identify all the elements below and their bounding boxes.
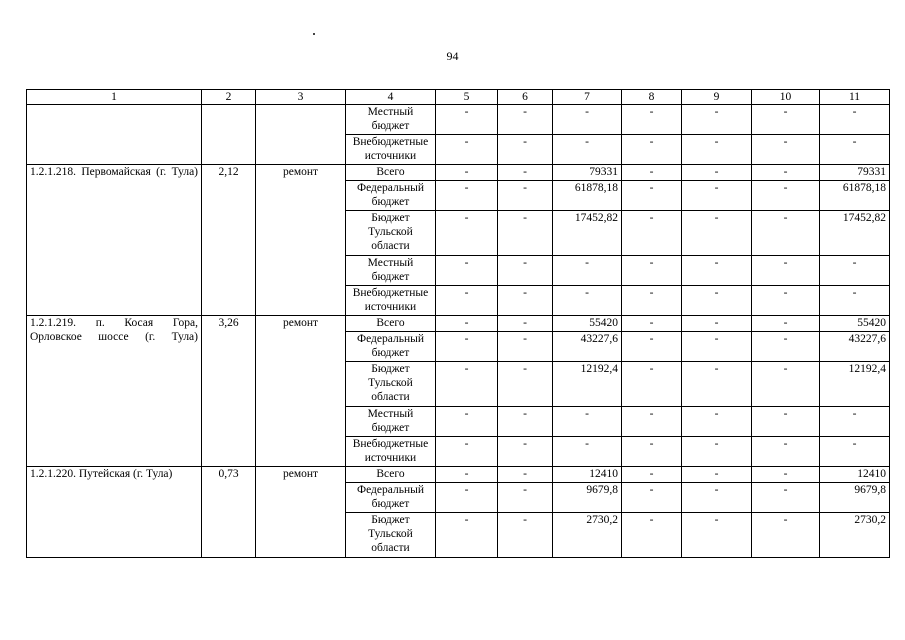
funding-source: Бюджет Тульской области — [346, 211, 436, 256]
dash-cell: - — [752, 256, 820, 286]
dash-cell: - — [752, 316, 820, 332]
object-length: 3,26 — [202, 316, 256, 467]
dash-cell: - — [752, 181, 820, 211]
dash-cell: - — [622, 286, 682, 316]
dash-cell: - — [436, 316, 498, 332]
work-type: ремонт — [256, 467, 346, 558]
column-header: 11 — [820, 90, 890, 105]
dash-cell: - — [553, 135, 622, 165]
dash-cell: - — [553, 437, 622, 467]
funding-source: Всего — [346, 165, 436, 181]
dash-cell: - — [436, 181, 498, 211]
amount-cell: 79331 — [820, 165, 890, 181]
dash-cell: - — [820, 286, 890, 316]
page-number: 94 — [446, 49, 459, 63]
dash-cell: - — [436, 211, 498, 256]
dash-cell: - — [436, 437, 498, 467]
dash-cell: - — [498, 256, 553, 286]
funding-source: Местный бюджет — [346, 105, 436, 135]
dash-cell: - — [498, 332, 553, 362]
dash-cell: - — [436, 362, 498, 407]
dash-cell: - — [436, 256, 498, 286]
dash-cell: - — [752, 513, 820, 558]
dash-cell: - — [682, 135, 752, 165]
funding-source: Бюджет Тульской области — [346, 362, 436, 407]
dash-cell: - — [498, 362, 553, 407]
dash-cell: - — [622, 211, 682, 256]
dash-cell: - — [682, 407, 752, 437]
funding-source: Местный бюджет — [346, 407, 436, 437]
dash-cell: - — [436, 105, 498, 135]
column-header: 3 — [256, 90, 346, 105]
dash-cell: - — [498, 165, 553, 181]
dash-cell: - — [820, 407, 890, 437]
object-name: 1.2.1.218. Первомайская (г. Тула) — [27, 165, 202, 316]
dash-cell: - — [752, 362, 820, 407]
dash-cell: - — [622, 362, 682, 407]
dash-cell: - — [622, 316, 682, 332]
table-row — [27, 467, 890, 483]
dash-cell: - — [820, 256, 890, 286]
amount-cell: 12192,4 — [820, 362, 890, 407]
object-length: 0,73 — [202, 467, 256, 558]
dash-cell: - — [682, 316, 752, 332]
table-row — [27, 105, 890, 135]
object-length: 2,12 — [202, 165, 256, 316]
dash-cell: - — [553, 407, 622, 437]
dash-cell: - — [498, 483, 553, 513]
dash-cell: - — [498, 513, 553, 558]
amount-cell: 12410 — [553, 467, 622, 483]
funding-source: Федеральный бюджет — [346, 181, 436, 211]
dash-cell: - — [752, 467, 820, 483]
column-header: 10 — [752, 90, 820, 105]
table-body — [27, 105, 890, 558]
object-name-cell — [27, 105, 202, 165]
dash-cell: - — [622, 407, 682, 437]
dash-cell: - — [622, 105, 682, 135]
amount-cell: 55420 — [820, 316, 890, 332]
dash-cell: - — [436, 513, 498, 558]
dash-cell: - — [498, 286, 553, 316]
dash-cell: - — [436, 286, 498, 316]
dash-cell: - — [820, 437, 890, 467]
funding-source: Федеральный бюджет — [346, 332, 436, 362]
amount-cell: 2730,2 — [820, 513, 890, 558]
column-header: 7 — [553, 90, 622, 105]
dash-cell: - — [622, 256, 682, 286]
dash-cell: - — [752, 135, 820, 165]
dash-cell: - — [752, 407, 820, 437]
dash-cell: - — [436, 135, 498, 165]
dash-cell: - — [682, 165, 752, 181]
amount-cell: 9679,8 — [553, 483, 622, 513]
dash-cell: - — [436, 165, 498, 181]
dash-cell: - — [436, 407, 498, 437]
dash-cell: - — [498, 181, 553, 211]
dash-cell: - — [682, 467, 752, 483]
amount-cell: 12410 — [820, 467, 890, 483]
dash-cell: - — [622, 135, 682, 165]
dash-cell: - — [752, 286, 820, 316]
dash-cell: - — [622, 483, 682, 513]
dash-cell: - — [622, 165, 682, 181]
amount-cell: 43227,6 — [820, 332, 890, 362]
table-row — [27, 165, 890, 181]
dash-cell: - — [682, 256, 752, 286]
table-row — [27, 316, 890, 332]
column-header: 9 — [682, 90, 752, 105]
dash-cell: - — [622, 437, 682, 467]
dash-cell: - — [498, 316, 553, 332]
column-header: 6 — [498, 90, 553, 105]
dash-cell: - — [436, 332, 498, 362]
work-type: ремонт — [256, 316, 346, 467]
dash-cell: - — [682, 211, 752, 256]
dash-cell: - — [498, 105, 553, 135]
column-header: 8 — [622, 90, 682, 105]
dash-cell: - — [622, 332, 682, 362]
column-header: 1 — [27, 90, 202, 105]
funding-source: Внебюджетные источники — [346, 437, 436, 467]
dash-cell: - — [553, 105, 622, 135]
dash-cell: - — [752, 437, 820, 467]
length-cell — [202, 105, 256, 165]
amount-cell: 17452,82 — [820, 211, 890, 256]
column-header: 5 — [436, 90, 498, 105]
dash-cell: - — [682, 513, 752, 558]
dash-cell: - — [820, 105, 890, 135]
dash-cell: - — [498, 135, 553, 165]
dash-cell: - — [498, 407, 553, 437]
dash-cell: - — [752, 483, 820, 513]
column-header: 2 — [202, 90, 256, 105]
funding-source: Бюджет Тульской области — [346, 513, 436, 558]
column-header: 4 — [346, 90, 436, 105]
dash-cell: - — [682, 332, 752, 362]
amount-cell: 12192,4 — [553, 362, 622, 407]
dash-cell: - — [752, 105, 820, 135]
funding-source: Внебюджетные источники — [346, 135, 436, 165]
dash-cell: - — [498, 211, 553, 256]
amount-cell: 61878,18 — [820, 181, 890, 211]
work-type-cell — [256, 105, 346, 165]
dash-cell: - — [498, 467, 553, 483]
dash-cell: - — [682, 286, 752, 316]
dash-cell: - — [498, 437, 553, 467]
dash-cell: - — [752, 211, 820, 256]
amount-cell: 55420 — [553, 316, 622, 332]
dash-cell: - — [682, 483, 752, 513]
funding-source: Местный бюджет — [346, 256, 436, 286]
funding-source: Всего — [346, 467, 436, 483]
amount-cell: 43227,6 — [553, 332, 622, 362]
funding-source: Всего — [346, 316, 436, 332]
object-name: 1.2.1.219. п. Косая Гора, Орловское шоссе (г. Тула) — [27, 316, 202, 467]
dash-cell: - — [820, 135, 890, 165]
amount-cell: 17452,82 — [553, 211, 622, 256]
amount-cell: 79331 — [553, 165, 622, 181]
dash-cell: - — [553, 286, 622, 316]
dash-cell: - — [622, 467, 682, 483]
dash-cell: - — [436, 483, 498, 513]
dash-cell: - — [622, 513, 682, 558]
dash-cell: - — [622, 181, 682, 211]
amount-cell: 61878,18 — [553, 181, 622, 211]
object-name: 1.2.1.220. Путейская (г. Тула) — [27, 467, 202, 558]
dash-cell: - — [682, 437, 752, 467]
amount-cell: 9679,8 — [820, 483, 890, 513]
dash-cell: - — [682, 362, 752, 407]
dash-cell: - — [553, 256, 622, 286]
budget-table — [26, 89, 890, 558]
funding-source: Федеральный бюджет — [346, 483, 436, 513]
scan-speck — [313, 33, 315, 35]
funding-source: Внебюджетные источники — [346, 286, 436, 316]
dash-cell: - — [436, 467, 498, 483]
dash-cell: - — [682, 105, 752, 135]
dash-cell: - — [752, 165, 820, 181]
amount-cell: 2730,2 — [553, 513, 622, 558]
header-row — [27, 90, 890, 105]
work-type: ремонт — [256, 165, 346, 316]
dash-cell: - — [682, 181, 752, 211]
dash-cell: - — [752, 332, 820, 362]
